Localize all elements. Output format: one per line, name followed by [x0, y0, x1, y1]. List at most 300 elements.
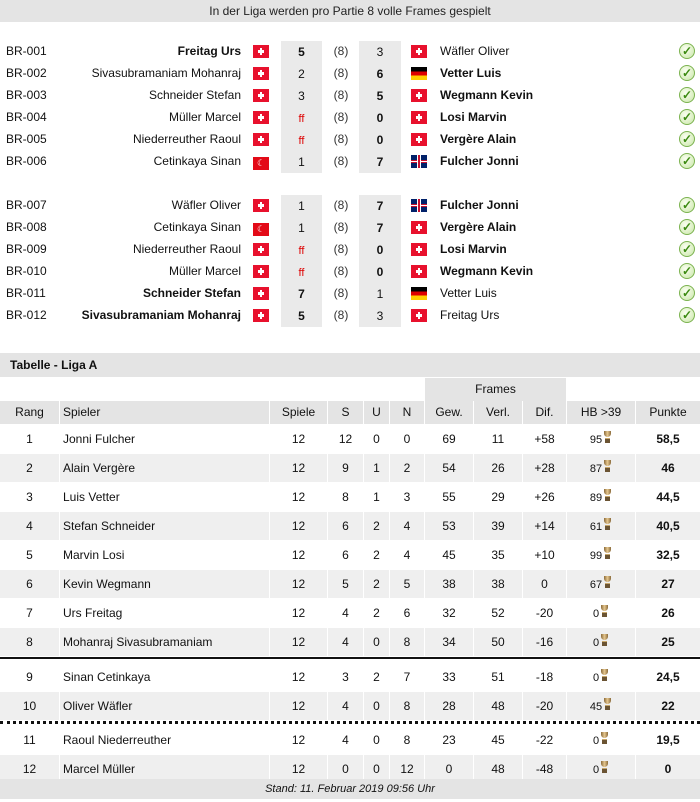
cell-n: 3: [403, 490, 411, 504]
swiss-flag-icon: [411, 111, 427, 124]
cell-u: 0: [364, 692, 389, 720]
col-spieler[interactable]: Spieler: [60, 401, 269, 424]
frames-count: (8): [333, 66, 349, 80]
home-flag: [253, 309, 269, 325]
match-row: [0, 41, 700, 63]
swiss-flag-icon: [253, 89, 269, 102]
match-id: BR-011: [6, 286, 46, 300]
cell-verl: 45: [491, 733, 505, 747]
german-flag-icon: [411, 67, 427, 80]
home-score-value: ff: [298, 267, 305, 279]
away-flag: [411, 133, 427, 149]
away-player[interactable]: Losi Marvin: [440, 242, 507, 256]
home-flag: [253, 155, 269, 170]
away-flag: [411, 309, 427, 325]
cell-verl: 50: [474, 628, 522, 656]
away-score: [359, 283, 401, 305]
cell-hb: [567, 628, 635, 656]
home-score: [281, 283, 322, 305]
home-score: [281, 305, 322, 327]
frames-count: (8): [333, 88, 349, 102]
away-flag: [411, 155, 427, 171]
cell-hb: [567, 663, 635, 691]
home-flag: [253, 287, 269, 303]
match-row: [0, 107, 700, 129]
hb-value: 61: [589, 521, 603, 533]
match-results: [0, 41, 700, 327]
match-confirmed: [679, 197, 695, 213]
home-score: [281, 261, 322, 283]
home-player[interactable]: Schneider Stefan: [142, 286, 241, 300]
cell-u: 2: [373, 670, 380, 684]
swiss-flag-icon: [411, 45, 427, 58]
cell-spieler[interactable]: Jonni Fulcher: [63, 432, 136, 446]
trophy-icon: [600, 732, 609, 744]
check-circle-icon: ✓: [679, 87, 695, 103]
cell-punkte: 19,5: [656, 733, 680, 747]
table-row: [0, 483, 700, 512]
away-score: [359, 107, 401, 129]
cell-gew: 34: [425, 628, 473, 656]
cell-s: 3: [342, 670, 349, 684]
away-flag: [411, 111, 427, 127]
cell-verl: 51: [491, 670, 505, 684]
cell-hb: [567, 726, 635, 754]
cell-punkte: 25: [636, 628, 700, 656]
home-flag: [253, 133, 269, 149]
hb-value: 0: [592, 637, 600, 649]
home-player[interactable]: Niederreuther Raoul: [132, 132, 241, 146]
cell-spiele: 12: [291, 548, 306, 562]
match-confirmed: [679, 131, 695, 147]
cell-spieler[interactable]: Oliver Wäfler: [60, 692, 269, 720]
match-id: BR-005: [6, 132, 47, 146]
col-dif[interactable]: Dif.: [523, 401, 566, 424]
cell-s: 4: [328, 628, 363, 656]
match-confirmed: [679, 109, 695, 125]
frames-count: (8): [333, 44, 349, 58]
col-spiele[interactable]: Spiele: [270, 401, 327, 424]
cell-gew: 33: [442, 670, 456, 684]
away-score: [359, 217, 401, 239]
cell-n: 0: [403, 432, 411, 446]
home-flag: [253, 111, 269, 127]
col-u[interactable]: U: [364, 401, 389, 424]
swiss-flag-icon: [253, 265, 269, 278]
home-score: [281, 195, 322, 217]
swiss-flag-icon: [253, 287, 269, 300]
away-score-value: 7: [376, 199, 384, 213]
table-row: [0, 628, 700, 657]
cell-spieler[interactable]: Alain Vergère: [60, 454, 269, 482]
hb-value: 0: [592, 672, 600, 684]
check-circle-icon: ✓: [679, 65, 695, 81]
home-player[interactable]: Niederreuther Raoul: [132, 242, 241, 256]
cell-gew: 45: [442, 548, 456, 562]
trophy-icon: [600, 634, 609, 646]
col-n[interactable]: N: [390, 401, 424, 424]
home-player[interactable]: Sivasubramaniam Mohanraj: [81, 308, 241, 322]
match-confirmed: [679, 43, 695, 59]
away-score: [359, 151, 401, 173]
match-id: BR-002: [6, 66, 47, 80]
away-score-value: 3: [376, 309, 384, 323]
cell-u: 0: [373, 733, 380, 747]
cell-hb: [567, 483, 635, 511]
cell-spiele: 12: [270, 692, 327, 720]
cell-n: 7: [403, 670, 411, 684]
cell-punkte: 32,5: [656, 548, 680, 562]
away-player[interactable]: Vetter Luis: [440, 286, 497, 300]
cell-spiele: 12: [270, 755, 327, 783]
away-score: [359, 63, 401, 85]
table-row: [0, 692, 700, 721]
swiss-flag-icon: [411, 265, 427, 278]
away-score-value: 5: [376, 89, 384, 103]
trophy-icon: [603, 576, 612, 588]
home-score-value: 1: [298, 221, 305, 235]
cell-rang: 9: [26, 670, 33, 684]
home-flag: [253, 243, 269, 259]
table-row: [0, 726, 700, 755]
col-verl[interactable]: Verl.: [474, 401, 522, 424]
cell-u: 1: [373, 490, 380, 504]
cell-gew: 28: [425, 692, 473, 720]
home-player[interactable]: Cetinkaya Sinan: [153, 220, 241, 234]
frames-count: (8): [333, 220, 349, 234]
cell-rang: 3: [26, 490, 33, 504]
cell-hb: [567, 454, 635, 482]
away-flag: [411, 89, 427, 105]
away-flag: [411, 45, 427, 61]
hb-value: 87: [589, 463, 603, 475]
hb-value: 45: [589, 701, 603, 713]
cell-n: 6: [403, 606, 411, 620]
swiss-flag-icon: [411, 133, 427, 146]
home-score-value: ff: [298, 113, 305, 125]
cell-verl: 39: [474, 512, 522, 540]
turkish-flag-icon: ☾: [253, 223, 269, 236]
cell-rang: 1: [26, 432, 33, 446]
cell-spiele: 12: [291, 432, 306, 446]
swiss-flag-icon: [253, 111, 269, 124]
away-player[interactable]: Freitag Urs: [440, 308, 500, 322]
cell-n: 12: [390, 755, 424, 783]
cell-verl: 48: [474, 692, 522, 720]
home-score-value: ff: [298, 245, 305, 257]
match-id: BR-010: [6, 264, 47, 278]
table-row: [0, 570, 700, 599]
cell-verl: 35: [491, 548, 505, 562]
cell-spieler[interactable]: Urs Freitag: [63, 606, 123, 620]
swiss-flag-icon: [411, 243, 427, 256]
cell-punkte: 27: [636, 570, 700, 598]
match-row: [0, 129, 700, 151]
cell-u: 0: [364, 755, 389, 783]
match-id: BR-004: [6, 110, 47, 124]
match-row: [0, 85, 700, 107]
hb-value: 99: [589, 550, 603, 562]
away-score-value: 0: [376, 243, 384, 257]
match-confirmed: [679, 263, 695, 279]
cell-n: 4: [403, 548, 411, 562]
trophy-icon: [603, 460, 612, 472]
cell-spieler[interactable]: Mohanraj Sivasubramaniam: [60, 628, 269, 656]
check-circle-icon: ✓: [679, 197, 695, 213]
cell-dif: -16: [523, 628, 566, 656]
swiss-flag-icon: [253, 45, 269, 58]
trophy-icon: [603, 547, 612, 559]
cell-spieler[interactable]: Marcel Müller: [60, 755, 269, 783]
cell-u: 2: [373, 606, 380, 620]
cell-s: 12: [338, 432, 353, 446]
table-row: [0, 599, 700, 628]
away-score-value: 1: [376, 287, 384, 301]
col-hb[interactable]: HB >39: [567, 401, 635, 424]
match-row: [0, 217, 700, 239]
away-player[interactable]: Wäfler Oliver: [440, 44, 510, 58]
cell-spieler[interactable]: Luis Vetter: [63, 490, 120, 504]
cell-spiele: 12: [291, 606, 306, 620]
trophy-icon: [603, 431, 612, 443]
col-rang[interactable]: Rang: [0, 401, 59, 424]
match-row: [0, 239, 700, 261]
home-player[interactable]: Schneider Stefan: [148, 88, 241, 102]
cell-u: 0: [364, 628, 389, 656]
frames-count: (8): [333, 132, 349, 146]
cell-punkte: 0: [636, 755, 700, 783]
home-flag: [253, 265, 269, 281]
cell-n: 2: [390, 454, 424, 482]
match-confirmed: [679, 65, 695, 81]
cell-hb: [567, 541, 635, 569]
league-info-banner: In der Liga werden pro Partie 8 volle Frames gespielt: [0, 0, 700, 22]
cell-u: 0: [373, 432, 380, 446]
col-s[interactable]: S: [328, 401, 363, 424]
cell-rang: 6: [0, 570, 59, 598]
match-confirmed: [679, 241, 695, 257]
check-circle-icon: ✓: [679, 263, 695, 279]
home-player[interactable]: Cetinkaya Sinan: [153, 154, 241, 168]
cell-rang: 8: [0, 628, 59, 656]
check-circle-icon: ✓: [679, 241, 695, 257]
home-score: [281, 107, 322, 129]
trophy-icon: [600, 669, 609, 681]
swiss-flag-icon: [253, 67, 269, 80]
home-player[interactable]: Müller Marcel: [168, 264, 241, 278]
cell-u: 1: [364, 454, 389, 482]
cell-s: 4: [342, 606, 349, 620]
away-player[interactable]: Vetter Luis: [440, 66, 502, 80]
cell-hb: [567, 570, 635, 598]
cell-rang: 11: [23, 733, 36, 747]
hb-value: 0: [592, 735, 600, 747]
match-id: BR-012: [6, 308, 47, 322]
away-player[interactable]: Wegmann Kevin: [440, 264, 534, 278]
home-score-value: 7: [298, 287, 305, 301]
match-row: [0, 283, 700, 305]
home-flag: [253, 199, 269, 215]
cell-rang: 10: [0, 692, 59, 720]
cell-rang: 4: [0, 512, 59, 540]
away-score: [359, 239, 401, 261]
away-flag: [411, 265, 427, 281]
frames-count: (8): [333, 110, 349, 124]
frames-group-header: Frames: [425, 378, 566, 401]
home-score-value: 5: [298, 45, 305, 59]
col-gew[interactable]: Gew.: [425, 401, 473, 424]
turkish-flag-icon: ☾: [253, 157, 269, 170]
check-circle-icon: ✓: [679, 307, 695, 323]
promotion-line: [0, 657, 700, 659]
cell-gew: 55: [442, 490, 456, 504]
away-player[interactable]: Wegmann Kevin: [440, 88, 534, 102]
cell-s: 0: [328, 755, 363, 783]
home-flag: [253, 221, 269, 236]
cell-rang: 5: [26, 548, 33, 562]
check-circle-icon: ✓: [679, 219, 695, 235]
swiss-flag-icon: [411, 89, 427, 102]
frames-count: (8): [333, 286, 349, 300]
swiss-flag-icon: [253, 199, 269, 212]
cell-s: 4: [342, 733, 349, 747]
cell-spiele: 12: [270, 628, 327, 656]
frames-count: (8): [333, 242, 349, 256]
match-row: [0, 151, 700, 173]
home-player[interactable]: Müller Marcel: [168, 110, 241, 124]
home-flag: [253, 89, 269, 105]
cell-hb: [567, 512, 635, 540]
cell-s: 9: [328, 454, 363, 482]
cell-dif: +28: [523, 454, 566, 482]
check-circle-icon: ✓: [679, 43, 695, 59]
away-player[interactable]: Vergère Alain: [440, 132, 517, 146]
match-id: BR-001: [6, 44, 47, 58]
cell-gew: 54: [425, 454, 473, 482]
away-score-value: 0: [376, 111, 384, 125]
cell-spiele: 12: [291, 490, 306, 504]
home-player[interactable]: Freitag Urs: [177, 44, 241, 58]
away-score-value: 7: [376, 221, 384, 235]
cell-gew: 53: [425, 512, 473, 540]
home-score: [281, 129, 322, 151]
home-score: [281, 239, 322, 261]
away-player[interactable]: Fulcher Jonni: [440, 154, 519, 168]
hb-value: 0: [592, 608, 600, 620]
swiss-flag-icon: [253, 309, 269, 322]
away-flag: [411, 199, 427, 215]
away-score: [359, 41, 401, 63]
cell-hb: [567, 425, 635, 453]
match-row: [0, 305, 700, 327]
cell-n: 8: [390, 692, 424, 720]
standings-rows: [0, 425, 700, 784]
cell-n: 8: [403, 733, 411, 747]
away-player[interactable]: Fulcher Jonni: [440, 198, 519, 212]
home-score-value: 2: [298, 67, 305, 81]
away-score: [359, 195, 401, 217]
relegation-line: [0, 721, 700, 724]
match-row: [0, 63, 700, 85]
cell-spieler[interactable]: Sinan Cetinkaya: [63, 670, 151, 684]
cell-spiele: 12: [291, 670, 306, 684]
cell-dif: -48: [523, 755, 566, 783]
away-player[interactable]: Vergère Alain: [440, 220, 517, 234]
cell-verl: 11: [491, 432, 505, 446]
table-row: [0, 425, 700, 454]
home-score-value: 1: [298, 199, 305, 213]
away-score-value: 6: [376, 67, 384, 81]
cell-spiele: 12: [291, 733, 306, 747]
away-score-value: 7: [376, 155, 384, 169]
cell-u: 2: [364, 570, 389, 598]
cell-u: 2: [364, 512, 389, 540]
cell-dif: +26: [534, 490, 555, 504]
uk-flag-icon: [411, 155, 427, 168]
home-score-value: 3: [298, 89, 305, 103]
home-score-value: 1: [298, 155, 305, 169]
cell-spieler[interactable]: Raoul Niederreuther: [63, 733, 172, 747]
match-id: BR-009: [6, 242, 47, 256]
check-circle-icon: ✓: [679, 109, 695, 125]
away-flag: [411, 243, 427, 259]
trophy-icon: [600, 761, 609, 773]
round-separator: [0, 173, 700, 195]
away-score: [359, 85, 401, 107]
cell-spieler[interactable]: Kevin Wegmann: [60, 570, 269, 598]
match-confirmed: [679, 219, 695, 235]
match-id: BR-008: [6, 220, 47, 234]
cell-spieler[interactable]: Stefan Schneider: [60, 512, 269, 540]
trophy-icon: [600, 605, 609, 617]
cell-verl: 38: [474, 570, 522, 598]
away-score-value: 3: [376, 45, 384, 59]
home-player[interactable]: Wäfler Oliver: [171, 198, 241, 212]
cell-s: 4: [328, 692, 363, 720]
home-flag: [253, 45, 269, 61]
cell-verl: 52: [491, 606, 505, 620]
cell-n: 4: [390, 512, 424, 540]
frames-count: (8): [333, 264, 349, 278]
cell-verl: 26: [474, 454, 522, 482]
cell-spiele: 12: [270, 570, 327, 598]
cell-rang: 2: [0, 454, 59, 482]
cell-dif: -20: [523, 692, 566, 720]
hb-value: 0: [592, 764, 600, 776]
match-id: BR-003: [6, 88, 47, 102]
cell-spieler[interactable]: Marvin Losi: [63, 548, 125, 562]
cell-n: 8: [390, 628, 424, 656]
cell-hb: [567, 692, 635, 720]
home-score: [281, 63, 322, 85]
home-score: [281, 151, 322, 173]
cell-verl: 29: [491, 490, 505, 504]
away-player[interactable]: Losi Marvin: [440, 110, 507, 124]
cell-punkte: 46: [636, 454, 700, 482]
swiss-flag-icon: [411, 221, 427, 234]
cell-punkte: 22: [636, 692, 700, 720]
away-flag: [411, 287, 427, 303]
standings-title: Tabelle - Liga A: [0, 353, 700, 377]
cell-punkte: 24,5: [656, 670, 680, 684]
hb-value: 89: [589, 492, 603, 504]
col-punkte[interactable]: Punkte: [636, 401, 700, 424]
frames-count: (8): [333, 198, 349, 212]
check-circle-icon: ✓: [679, 285, 695, 301]
table-row: [0, 454, 700, 483]
home-player[interactable]: Sivasubramaniam Mohanraj: [91, 66, 241, 80]
cell-spiele: 12: [270, 454, 327, 482]
